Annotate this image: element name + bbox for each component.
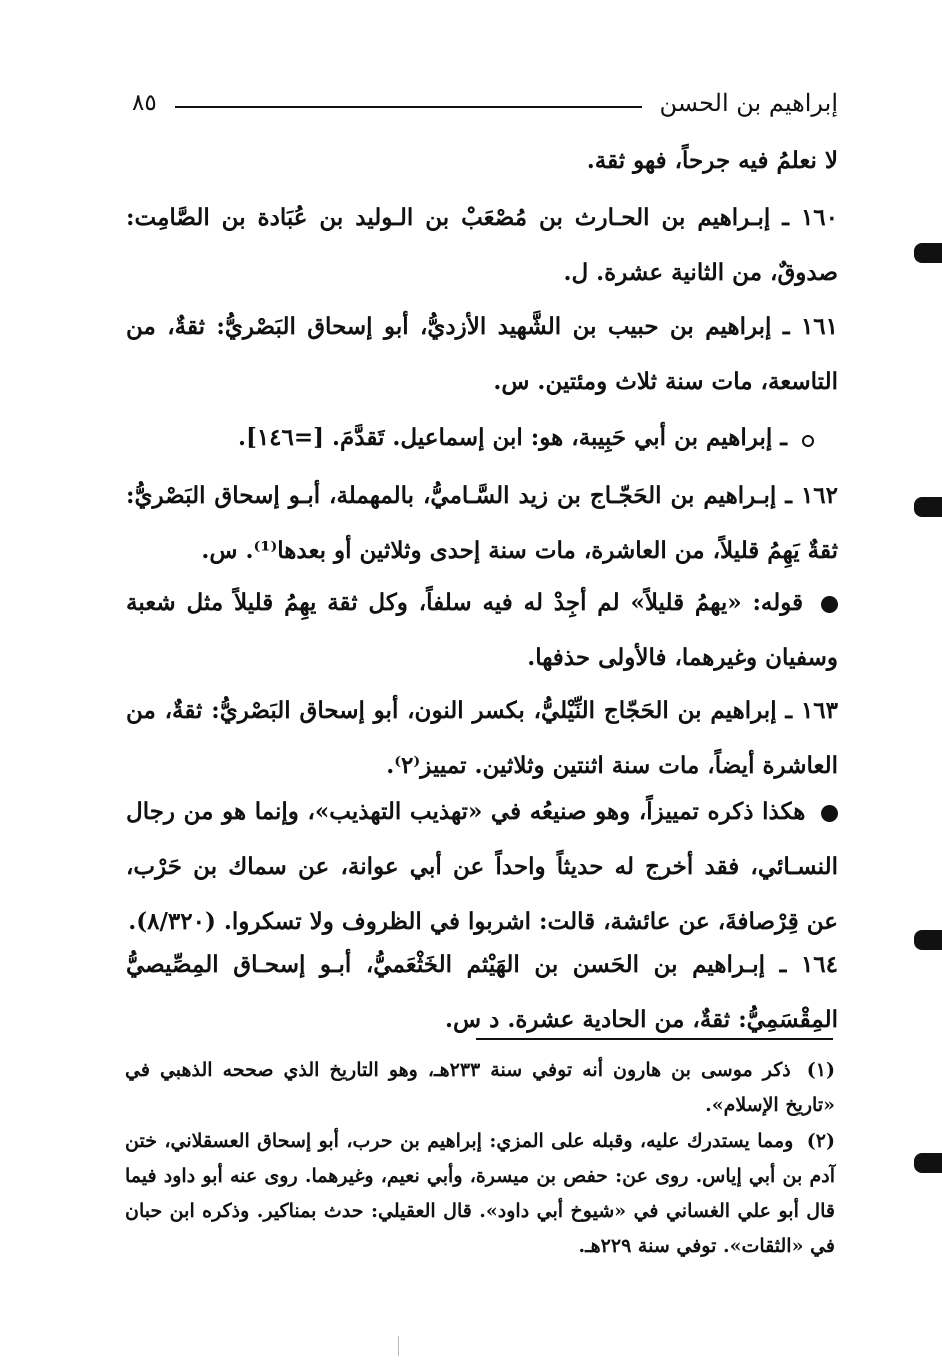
entry-text: ١٦٣ ـ إبراهيم بن الحَجّاج النِّيْليُّ، بكسر النون، أبو إسحاق البَصْريُّ: ثقةٌ، من العاشرة أيضاً، مات سنة اثنتين وثلاثين. تمييز⁽٢⁾.: [126, 697, 838, 779]
entry-text: ١٦٢ ـ إبـراهيم بن الحَجّـاج بن زيد السَّـاميُّ، بالمهملة، أبـو إسحاق البَصْريُّ: ثقةٌ يَهِمُ قليلاً، من العاشرة، مات سنة إحدى وثلاثين أو بعدها⁽¹⁾. س.: [126, 482, 838, 564]
footnote-number: (٢): [806, 1130, 835, 1152]
running-title: إبراهيم بن الحسن: [659, 89, 838, 117]
cross-reference-text: ـ إبراهيم بن أبي حَبِيبة، هو: ابن إسماعيل. تَقدَّمَ. [=١٤٦].: [237, 424, 787, 451]
paragraph-text: لا نعلمُ فيه جرحاً، فهو ثقة.: [586, 147, 838, 174]
comment-1: [126, 575, 838, 685]
entry-text: ١٦١ ـ إبراهيم بن حبيب بن الشَّهيد الأزديُّ، أبو إسحاق البَصْريُّ: ثقةٌ، من التاسعة، مات سنة ثلاث ومئتين. س.: [126, 313, 838, 395]
comment-text: قوله: «يهمُ قليلاً» لم أجِدْ له فيه سلفاً، وكل ثقة يهِمُ قليلاً مثل شعبة وسفيان وغيرهما، فالأولى حذفها.: [126, 589, 838, 671]
comment-dot-icon: [821, 805, 838, 822]
footnote-text: ومما يستدرك عليه، وقبله على المزي: إبراهيم بن حرب، أبو إسحاق العسقلاني، ختن آدم بن أبي إياس. روى عن: حفص بن ميسرة، وأبي نعيم، وغيرهما. روى عنه أبو داود فيما قال أبو علي الغساني في «شيوخ أبي داود». قال العقيلي: حدث بمناكير. وذكره ابن حبان في «الثقات». توفي سنة ٢٢٩هـ.: [125, 1130, 835, 1257]
footnote-number: (١): [806, 1059, 835, 1081]
entry-text: ١٦٠ ـ إبـراهيم بن الحـارث بن مُصْعَبْ بن الـوليد بن عُبَادة بن الصَّامِت: صدوقٌ، من الثانية عشرة. ل.: [126, 204, 838, 286]
paragraph-continuation: [126, 133, 838, 188]
footnote-2: [125, 1124, 835, 1264]
comment-dot-icon: [821, 596, 838, 613]
header-rule: [175, 106, 642, 108]
entry-161: [126, 299, 838, 409]
entry-text: ١٦٤ ـ إبـراهيم بن الحَسن بن الهَيْثم الخَثْعَميُّ، أبـو إسحـاق المِصِّيصيُّ المِقْسَمِيُّ: ثقةٌ، من الحادية عشرة. د س.: [126, 951, 838, 1033]
comment-2: [126, 784, 838, 949]
comment-text: هكذا ذكره تمييزاً، وهو صنيعُه في «تهذيب التهذيب»، وإنما هو من رجال النسـائي، فقد أخرج له حديثاً واحداً عن أبي عوانة، عن سماك بن حَرْب، عن قِرْصافةَ، عن عائشة، قالت: اشربوا في الظروف ولا تسكروا. (٨/٣٢٠).: [126, 798, 838, 935]
entry-163: [126, 683, 838, 793]
cross-reference: [126, 410, 838, 465]
running-head: [132, 86, 838, 120]
footnote-1: [125, 1053, 835, 1123]
page-number: ٨٥: [132, 90, 157, 116]
entry-164: [126, 937, 838, 1047]
entry-162: [126, 468, 838, 578]
scan-hairline: [398, 1336, 399, 1356]
edge-scan-mark: [914, 1153, 942, 1173]
circle-marker-icon: [802, 435, 814, 447]
footnote-text: ذكر موسى بن هارون أنه توفي سنة ٢٣٣هـ، وهو التاريخ الذي صححه الذهبي في «تاريخ الإسلام».: [125, 1059, 835, 1116]
edge-scan-mark: [914, 243, 942, 263]
entry-160: [126, 190, 838, 300]
edge-scan-mark: [914, 930, 942, 950]
footnote-separator: [476, 1038, 833, 1040]
edge-scan-mark: [914, 497, 942, 517]
